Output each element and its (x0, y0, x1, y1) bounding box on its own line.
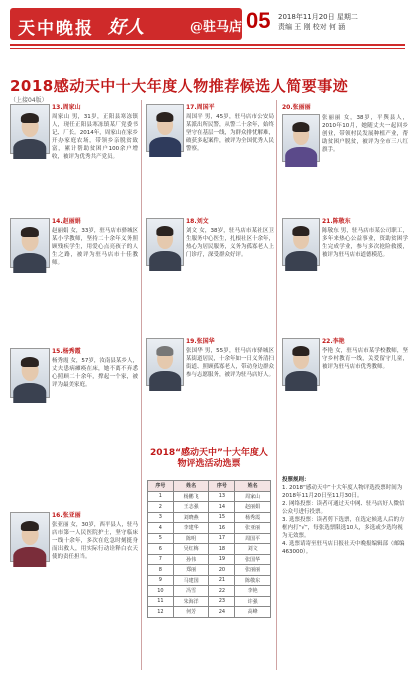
ballot-seq-cell: 1 (148, 491, 174, 502)
candidate-card-21 (282, 214, 408, 334)
candidate-card-16 (10, 512, 138, 672)
column-divider (276, 100, 277, 670)
ballot-seq-cell: 3 (148, 512, 174, 523)
ballot-seq-cell: 4 (148, 523, 174, 534)
brand-name: 天中晚报 (18, 19, 94, 39)
ballot-name-cell: 张亚丽 (235, 523, 271, 534)
candidate-number: 13. (52, 104, 63, 111)
candidate-story: 陈敬东 男，驻马店市某公司职工，多年来热心公益事业，资助贫困学生完成学业，参与多次抢险救援，被评为驻马店市道德模范。 (322, 228, 408, 258)
rule-item: 3. 选票投票：读者剪下选票，在选定候选人后的方框内打“√”，每张选票限选10人，多选或少选均视为无效票。 (282, 517, 405, 539)
page-headline: 2018感动天中十大年度人物推荐候选人简要事迹 (10, 77, 349, 95)
candidate-story: 杨秀霞 女，57岁，汝南县某乡人，丈夫患病瘫痪在床，她不离不弃悉心照顾二十余年，撑起一个家，被评为最美家庭。 (52, 358, 138, 388)
page-number: 05 (246, 8, 271, 33)
ballot-row (148, 554, 271, 565)
candidate-caption (322, 338, 408, 347)
ballot-seq-cell: 16 (209, 523, 235, 534)
candidate-story: 赵丽娟 女，33岁，驻马店市驿城区某小学教师，坚持二十余年义务照顾残疾学生，用爱心点亮孩子的人生之路，被评为驻马店市十佳教师。 (52, 228, 138, 266)
candidate-number: 20. (282, 104, 293, 111)
ballot-seq-cell: 22 (209, 586, 235, 597)
ballot-seq-cell: 21 (209, 575, 235, 586)
candidate-name: 周家山 (62, 104, 81, 111)
ballot-row (148, 565, 271, 576)
ballot-table (147, 480, 271, 618)
candidate-card-15 (10, 348, 138, 508)
rule-item: 2. 网络投票：读者可通过天中网、驻马店好人微信公众号进行投票。 (282, 501, 405, 515)
candidate-photo (146, 338, 184, 386)
ballot-form (147, 448, 271, 673)
ballot-seq-cell: 20 (209, 565, 235, 576)
ballot-seq-cell: 18 (209, 544, 235, 555)
candidate-caption (186, 104, 274, 113)
ballot-row (148, 523, 271, 534)
candidate-photo (282, 218, 320, 266)
ballot-name-cell: 冯雪 (173, 586, 209, 597)
ballot-seq-cell: 24 (209, 607, 235, 618)
newspaper-brand (10, 8, 242, 40)
ballot-seq-cell: 9 (148, 575, 174, 586)
ballot-seq-cell: 6 (148, 544, 174, 555)
candidate-caption (282, 104, 408, 113)
rule-item: 1. 2018“感动天中”十大年度人物评选投票时间为2018年11月20日至11月30日。 (282, 485, 403, 499)
ballot-title: 2018“感动天中”十大年度人物评选活动选票 (150, 448, 268, 469)
ballot-seq-cell: 12 (148, 607, 174, 618)
ballot-row (148, 544, 271, 555)
candidate-caption (52, 104, 138, 113)
candidate-caption (52, 348, 138, 357)
ballot-name-cell: 许强 (235, 596, 271, 607)
candidate-name: 张国华 (196, 338, 215, 345)
ballot-row (148, 491, 271, 502)
ballot-name-cell: 陈明 (173, 533, 209, 544)
candidate-story: 张亚丽 女，30岁，西平县人，驻马店市第一人民医院护士，坚守临床一线十余年，多次在危急时刻挺身而出救人，用实际行动诠释白衣天使的责任担当。 (52, 522, 138, 560)
candidate-card-17 (146, 104, 274, 214)
candidate-number: 17. (186, 104, 197, 111)
header-cell: 序号 (209, 481, 235, 492)
candidate-photo (10, 512, 50, 562)
masthead-rule (10, 44, 405, 46)
ballot-name-cell: 吴红梅 (173, 544, 209, 555)
header-cell: 姓名 (235, 481, 271, 492)
ballot-name-cell: 朱海洋 (173, 596, 209, 607)
ballot-seq-cell: 14 (209, 502, 235, 513)
ballot-name-cell: 何芳 (173, 607, 209, 618)
ballot-name-cell: 李艳 (235, 586, 271, 597)
ballot-name-cell: 李建华 (173, 523, 209, 534)
candidate-caption (322, 218, 408, 227)
ballot-name-cell: 马建国 (173, 575, 209, 586)
candidate-caption (186, 218, 274, 227)
ballot-name-cell: 周家山 (235, 491, 271, 502)
ballot-seq-cell: 17 (209, 533, 235, 544)
ballot-row (148, 502, 271, 513)
ballot-name-cell: 刘晓燕 (173, 512, 209, 523)
ballot-seq-cell: 13 (209, 491, 235, 502)
ballot-seq-cell: 15 (209, 512, 235, 523)
ballot-name-cell: 王志强 (173, 502, 209, 513)
ballot-name-cell: 郑丽 (173, 565, 209, 576)
voting-rules (282, 476, 408, 556)
candidate-story: 李艳 女，驻马店市某学校教师，坚守乡村教育一线，关爱留守儿童，被评为驻马店市优秀教师。 (322, 348, 408, 370)
section-location: @驻马店 (190, 20, 243, 35)
candidate-card-19 (146, 338, 274, 444)
ballot-seq-cell: 19 (209, 554, 235, 565)
candidate-card-13 (10, 104, 138, 214)
ballot-name-cell: 张国华 (235, 554, 271, 565)
candidate-number: 16. (52, 512, 63, 519)
continued-note: （上接04版） (10, 97, 48, 104)
candidate-number: 15. (52, 348, 63, 355)
candidate-story: 周国平 男，45岁，驻马店市公安局某派出所民警，从警二十余年，始终坚守在基层一线，为群众排忧解难，破获多起案件，被评为全国优秀人民警察。 (186, 114, 275, 152)
issue-date: 2018年11月20日 星期二 (278, 13, 358, 21)
ballot-seq-cell: 2 (148, 502, 174, 513)
issue-meta (278, 12, 358, 32)
ballot-seq-cell: 10 (148, 586, 174, 597)
candidate-photo (10, 348, 50, 398)
candidate-name: 张亚丽 (62, 512, 81, 519)
ballot-name-cell: 周国平 (235, 533, 271, 544)
candidate-name: 陈敬东 (332, 218, 351, 225)
candidate-name: 赵丽娟 (62, 218, 81, 225)
candidate-story: 张丽丽 女，38岁，平舆县人，2010年10月，她随丈夫一起回乡创业，带领村民发展种植产业，帮助贫困户脱贫，被评为全市三八红旗手。 (322, 115, 408, 153)
candidate-caption (52, 218, 138, 227)
rules-title: 投票规则： (282, 477, 310, 483)
candidate-caption (52, 512, 138, 521)
ballot-name-cell: 孙伟 (173, 554, 209, 565)
candidate-card-18 (146, 214, 274, 334)
candidate-number: 22. (322, 338, 333, 345)
ballot-seq-cell: 23 (209, 596, 235, 607)
ballot-row (148, 512, 271, 523)
ballot-name-cell: 陈敬东 (235, 575, 271, 586)
candidate-number: 19. (186, 338, 197, 345)
candidate-photo (10, 104, 50, 154)
header-cell: 序号 (148, 481, 174, 492)
ballot-row (148, 596, 271, 607)
candidate-name: 张丽丽 (292, 104, 311, 111)
candidate-story: 张国华 男，55岁，驻马店市驿城区某街道居民，十余年如一日义务清扫街道、照顾孤寡老人，带动身边群众参与志愿服务，被评为驻马店好人。 (186, 348, 275, 378)
candidate-caption (186, 338, 274, 347)
candidate-number: 14. (52, 218, 63, 225)
ballot-row (148, 586, 271, 597)
candidate-number: 18. (186, 218, 197, 225)
header-cell: 姓名 (173, 481, 209, 492)
section-name: 好人 (108, 17, 144, 38)
candidate-card-14 (10, 214, 138, 344)
candidate-photo (146, 104, 184, 152)
ballot-row (148, 607, 271, 618)
column-divider (141, 100, 142, 670)
candidate-name: 杨秀霞 (62, 348, 81, 355)
ballot-name-cell: 杨鹏飞 (173, 491, 209, 502)
rule-item: 4. 选票请寄至驻马店日报社天中晚报编辑部（邮编463000）。 (282, 541, 405, 555)
ballot-seq-cell: 7 (148, 554, 174, 565)
ballot-name-cell: 赵丽娟 (235, 502, 271, 513)
ballot-name-cell: 刘文 (235, 544, 271, 555)
ballot-name-cell: 张丽丽 (235, 565, 271, 576)
masthead (0, 0, 415, 62)
candidate-photo (146, 218, 184, 266)
candidate-story: 周家山 男，31岁，正阳县寒冻镇人，现任正阳县寒冻镇某厂党委书记、厂长。2014年，周家山在家乡开办家庭农场，带领乡亲脱贫致富，累计帮助贫困户100余户增收，被评为优秀共产党员。 (52, 114, 138, 160)
candidate-photo (282, 338, 320, 386)
candidate-story: 刘文 女，38岁，驻马店市某社区卫生服务中心医生，扎根社区十余年，热心为居民服务，义务为孤寡老人上门诊疗，深受群众好评。 (186, 228, 275, 258)
ballot-seq-cell: 8 (148, 565, 174, 576)
candidate-card-22 (282, 338, 408, 468)
ballot-row (148, 533, 271, 544)
editors: 责编 王 刚 校对 何 涵 (278, 23, 346, 31)
candidate-name: 周国平 (196, 104, 215, 111)
masthead-rule-thin (10, 48, 405, 49)
candidate-photo (282, 114, 320, 162)
ballot-name-cell: 高峰 (235, 607, 271, 618)
candidate-name: 刘文 (196, 218, 209, 225)
ballot-header-row (148, 481, 271, 492)
ballot-seq-cell: 11 (148, 596, 174, 607)
candidate-card-20 (282, 104, 408, 214)
ballot-name-cell: 杨秀霞 (235, 512, 271, 523)
candidate-photo (10, 218, 50, 268)
ballot-seq-cell: 5 (148, 533, 174, 544)
candidate-number: 21. (322, 218, 333, 225)
candidate-name: 李艳 (332, 338, 345, 345)
ballot-row (148, 575, 271, 586)
